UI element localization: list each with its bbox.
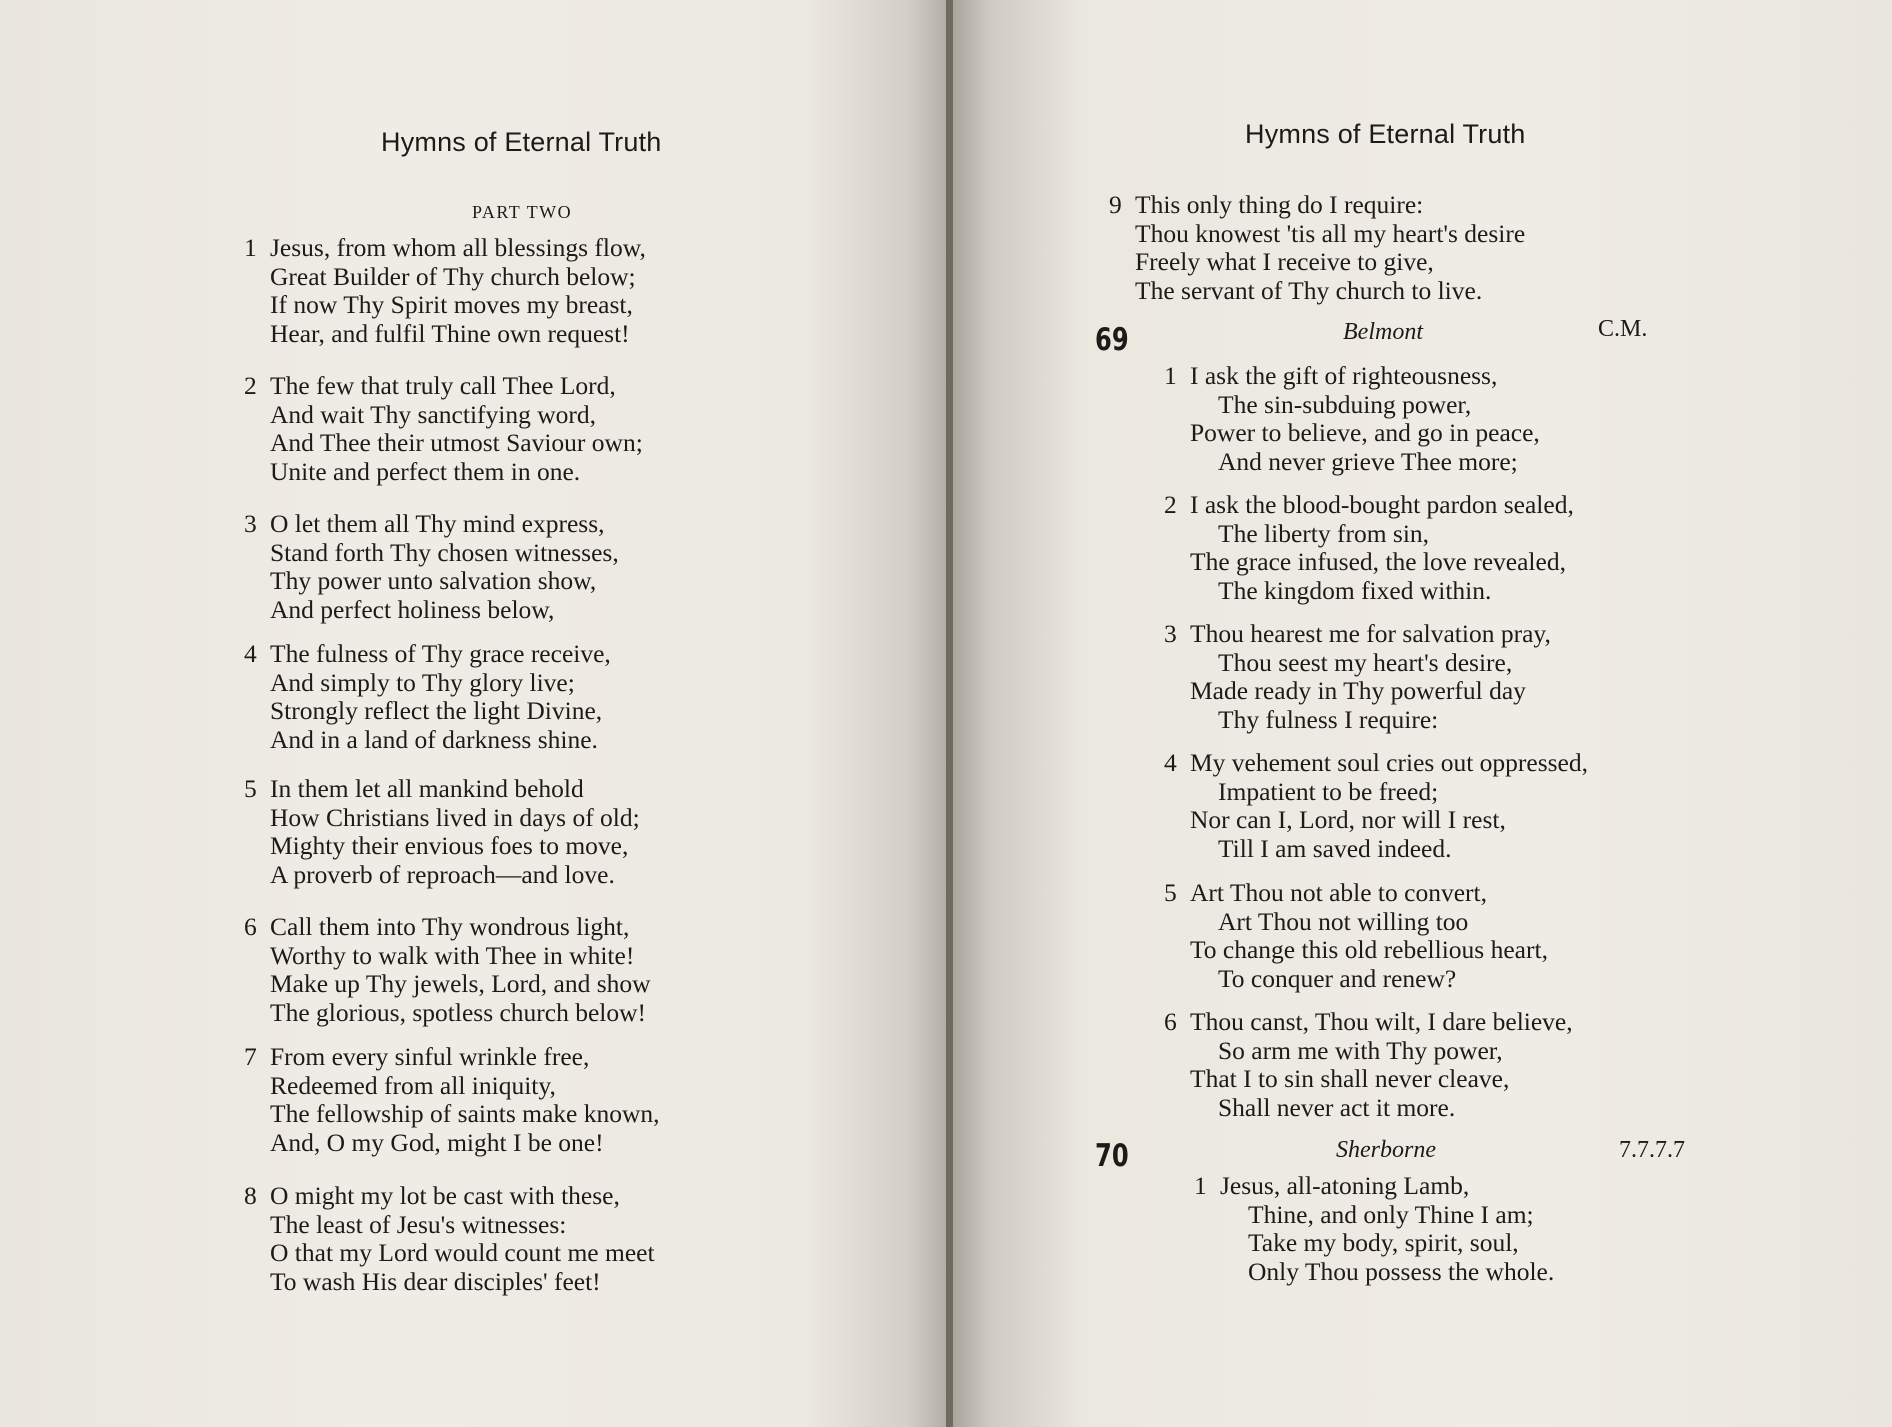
verse-line: Thou knowest 'tis all my heart's desire	[1135, 218, 1526, 248]
verse-number: 5	[1164, 878, 1177, 907]
verse-line: I ask the gift of righteousness,	[1190, 361, 1498, 390]
meter-cm: C.M.	[1598, 316, 1648, 342]
verse-number: 5	[244, 774, 257, 803]
verse-line: The fellowship of saints make known,	[270, 1099, 660, 1128]
verse-line: Freely what I receive to give,	[1135, 247, 1434, 276]
verse-line: And simply to Thy glory live;	[270, 667, 575, 697]
verse-line: In them let all mankind behold	[270, 774, 584, 803]
verse-number: 7	[244, 1042, 257, 1071]
verse-line: Thy fulness I require:	[1218, 704, 1439, 734]
verse-line: Art Thou not able to convert,	[1190, 878, 1487, 907]
left-running-head: Hymns of Eternal Truth	[381, 127, 662, 157]
verse-line: From every sinful wrinkle free,	[270, 1042, 590, 1071]
verse-line: And in a land of darkness shine.	[270, 724, 598, 754]
right-running-head: Hymns of Eternal Truth	[1245, 119, 1526, 149]
verse-line: Only Thou possess the whole.	[1248, 1256, 1555, 1286]
verse-line: Strongly reflect the light Divine,	[270, 696, 603, 725]
tune-name-sherborne: Sherborne	[1336, 1137, 1436, 1163]
verse-line: The sin-subduing power,	[1218, 389, 1472, 419]
verse-line: Thou canst, Thou wilt, I dare believe,	[1190, 1007, 1573, 1036]
book-gutter	[946, 0, 953, 1427]
verse-line: The few that truly call Thee Lord,	[270, 371, 616, 400]
verse-line: Made ready in Thy powerful day	[1190, 676, 1526, 705]
verse-number: 4	[1164, 748, 1177, 777]
verse-line: Thou hearest me for salvation pray,	[1190, 619, 1551, 648]
verse-line: The least of Jesu's witnesses:	[270, 1209, 567, 1239]
verse-line: If now Thy Spirit moves my breast,	[270, 290, 633, 319]
verse-line: Take my body, spirit, soul,	[1248, 1228, 1519, 1257]
verse-number: 4	[244, 639, 257, 668]
verse-line: This only thing do I require:	[1135, 190, 1424, 219]
verse-line: Till I am saved indeed.	[1218, 833, 1452, 863]
verse-line: How Christians lived in days of old;	[270, 802, 640, 832]
verse-line: Stand forth Thy chosen witnesses,	[270, 537, 619, 567]
verse-number: 3	[1164, 619, 1177, 648]
verse-line: Art Thou not willing too	[1218, 906, 1469, 936]
verse-line: The liberty from sin,	[1218, 518, 1430, 548]
tune-name-belmont: Belmont	[1343, 319, 1423, 345]
verse-line: And, O my God, might I be one!	[270, 1127, 604, 1157]
verse-number: 6	[1164, 1007, 1177, 1036]
verse-line: To change this old rebellious heart,	[1190, 935, 1548, 964]
verse-line: And perfect holiness below,	[270, 594, 555, 624]
part-title: PART TWO	[472, 202, 573, 222]
verse-line: Redeemed from all iniquity,	[270, 1070, 556, 1100]
verse-line: To wash His dear disciples' feet!	[270, 1266, 601, 1296]
verse-number: 1	[1194, 1171, 1207, 1200]
verse-number: 3	[244, 509, 257, 538]
verse-line: Worthy to walk with Thee in white!	[270, 940, 635, 970]
verse-line: Thy power unto salvation show,	[270, 566, 597, 595]
verse-line: Jesus, all-atoning Lamb,	[1220, 1171, 1470, 1200]
verse-number: 1	[1164, 361, 1177, 390]
verse-line: The glorious, spotless church below!	[270, 997, 647, 1027]
verse-line: So arm me with Thy power,	[1218, 1035, 1503, 1065]
verse-number: 6	[244, 912, 257, 941]
verse-line: Unite and perfect them in one.	[270, 456, 581, 486]
hymn-number-70: 70	[1095, 1138, 1129, 1174]
verse-number: 2	[1164, 490, 1177, 519]
verse-line: Thou seest my heart's desire,	[1218, 647, 1513, 677]
verse-line: Make up Thy jewels, Lord, and show	[270, 969, 651, 998]
verse-line: Call them into Thy wondrous light,	[270, 912, 630, 941]
verse-number: 8	[244, 1181, 257, 1210]
verse-line: O might my lot be cast with these,	[270, 1181, 620, 1210]
right-page	[953, 0, 1892, 1427]
verse-number: 9	[1109, 190, 1122, 219]
verse-line: Jesus, from whom all blessings flow,	[270, 233, 646, 262]
verse-line: Impatient to be freed;	[1218, 776, 1439, 806]
verse-line: And never grieve Thee more;	[1218, 446, 1518, 476]
verse-line: Mighty their envious foes to move,	[270, 831, 629, 860]
verse-line: And Thee their utmost Saviour own;	[270, 428, 643, 457]
verse-line: I ask the blood-bought pardon sealed,	[1190, 490, 1574, 519]
verse-line: Power to believe, and go in peace,	[1190, 418, 1540, 447]
verse-line: The grace infused, the love revealed,	[1190, 547, 1566, 576]
hymn-number-69: 69	[1095, 322, 1129, 358]
verse-line: Hear, and fulfil Thine own request!	[270, 318, 630, 348]
verse-line: My vehement soul cries out oppressed,	[1190, 748, 1589, 777]
verse-line: The servant of Thy church to live.	[1135, 275, 1483, 305]
verse-line: The fulness of Thy grace receive,	[270, 639, 611, 668]
verse-line: That I to sin shall never cleave,	[1190, 1064, 1510, 1093]
meter-7777: 7.7.7.7	[1619, 1137, 1685, 1163]
verse-line: Shall never act it more.	[1218, 1092, 1456, 1122]
verse-line: Great Builder of Thy church below;	[270, 261, 636, 291]
verse-number: 2	[244, 371, 257, 400]
verse-line: And wait Thy sanctifying word,	[270, 399, 597, 429]
verse-line: O let them all Thy mind express,	[270, 509, 605, 538]
verse-line: Nor can I, Lord, nor will I rest,	[1190, 805, 1506, 834]
verse-number: 1	[244, 233, 257, 262]
verse-line: The kingdom fixed within.	[1218, 575, 1492, 605]
verse-line: A proverb of reproach—and love.	[270, 859, 615, 889]
verse-line: O that my Lord would count me meet	[270, 1238, 655, 1267]
verse-line: Thine, and only Thine I am;	[1248, 1199, 1534, 1229]
verse-line: To conquer and renew?	[1218, 963, 1457, 993]
